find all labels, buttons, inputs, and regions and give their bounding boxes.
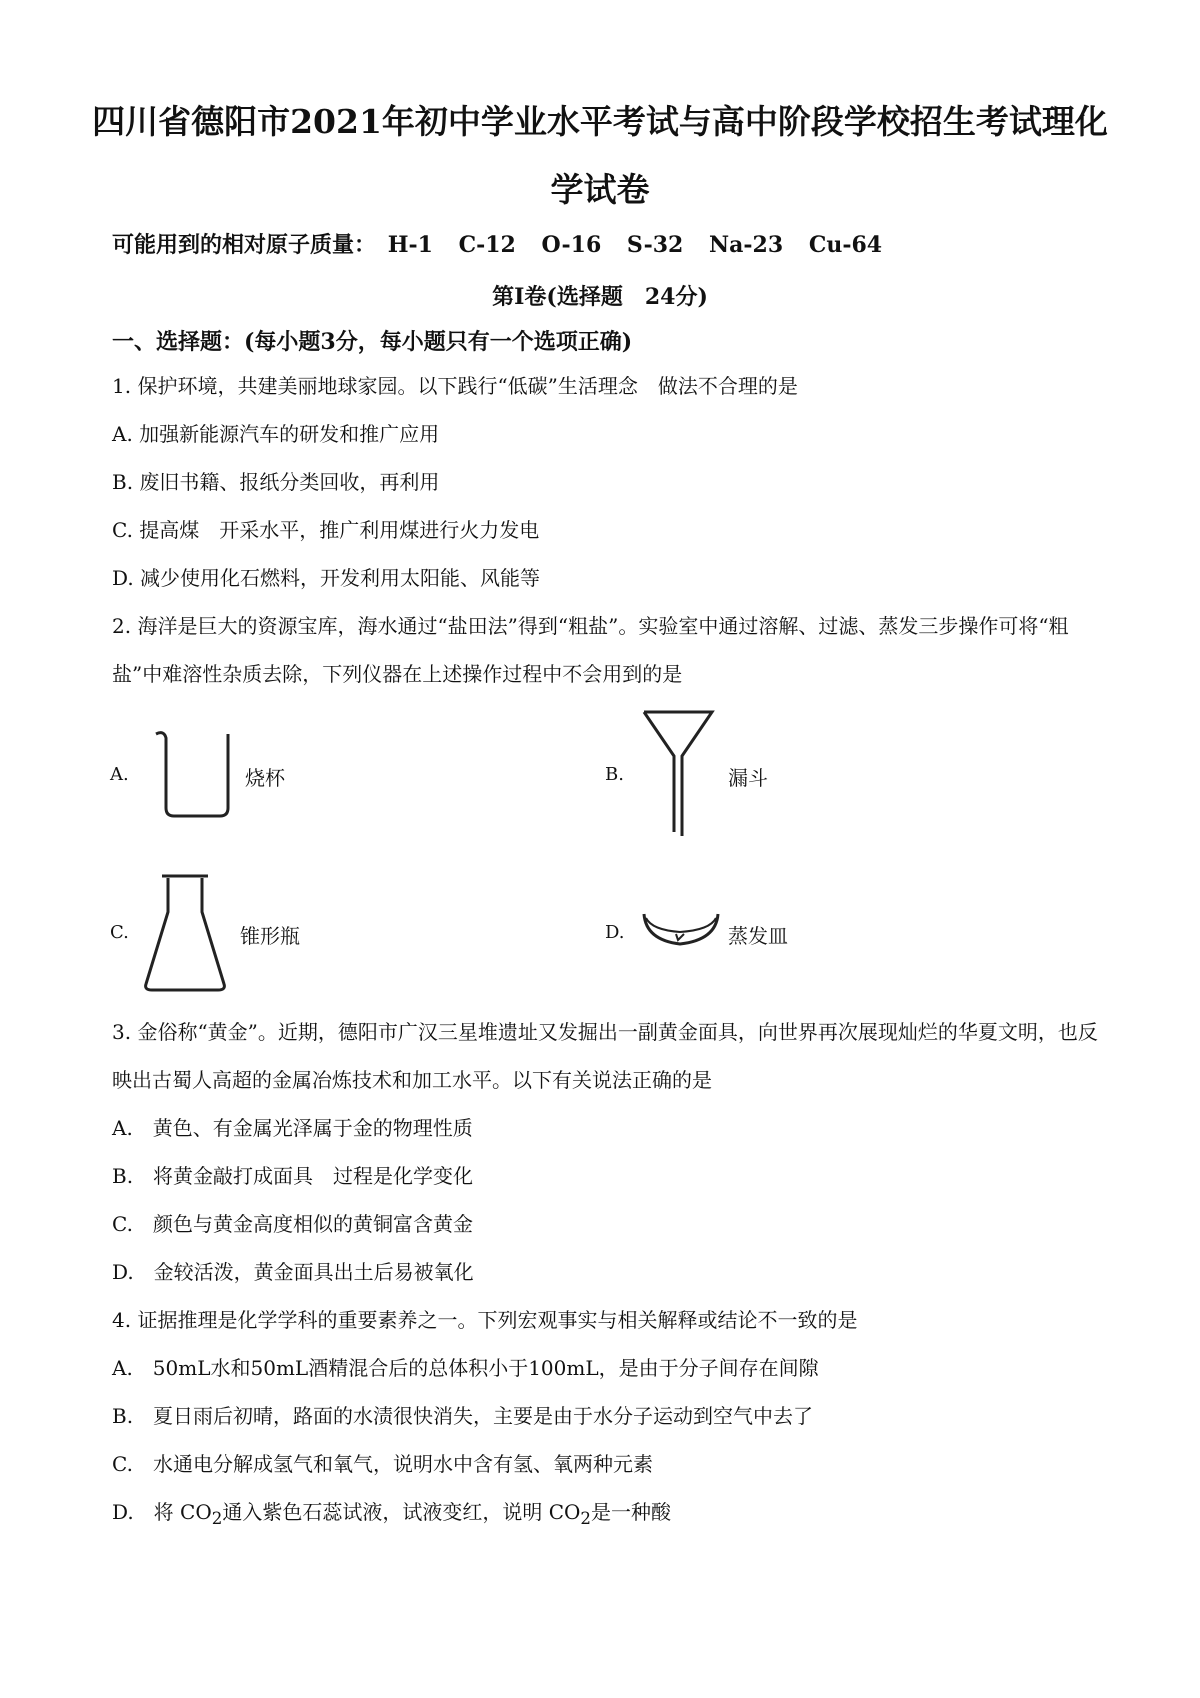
q2-option-d-label: D. (605, 922, 625, 943)
evaporating-dish-icon (640, 906, 722, 950)
q2-option-b-label: B. (605, 764, 624, 785)
q2-option-a-label: A. (110, 764, 129, 785)
q4-option-b: B. 夏日雨后初晴，路面的水渍很快消失，主要是由于水分子运动到空气中去了 (112, 1404, 814, 1428)
q4-option-d (112, 1498, 671, 1533)
q2-option-b-name: 漏斗 (728, 766, 768, 790)
atomic-mass-s: S-32 (626, 232, 684, 258)
atomic-masses (112, 228, 900, 259)
q3-option-c: C. 颜色与黄金高度相似的黄铜富含黄金 (112, 1212, 473, 1236)
section-title: 第Ⅰ卷(选择题 24分) (492, 284, 708, 310)
q1-option-c: C. 提高煤 开采水平，推广利用煤进行火力发电 (112, 518, 540, 542)
atomic-mass-h: H-1 (387, 232, 433, 258)
q3-option-b: B. 将黄金敲打成面具 过程是化学变化 (112, 1164, 474, 1188)
q2-option-d-name: 蒸发皿 (728, 924, 788, 948)
q2-option-c-name: 锥形瓶 (240, 924, 300, 948)
q4-option-a: A. 50mL水和50mL酒精混合后的总体积小于100mL，是由于分子间存在间隙 (112, 1356, 819, 1380)
q1-stem: 1. 保护环境，共建美丽地球家园。以下践行“低碳”生活理念 做法不合理的是 (112, 374, 798, 398)
q4-option-d-sub2: 2 (580, 1509, 592, 1528)
q1-option-a: A. 加强新能源汽车的研发和推广应用 (112, 422, 440, 446)
q4-option-d-mid: 通入紫色石蕊试液，试液变红，说明 CO (222, 1500, 581, 1524)
q2-option-c-label: C. (110, 922, 129, 943)
atomic-mass-na: Na-23 (709, 232, 784, 258)
atomic-mass-o: O-16 (541, 232, 602, 258)
exam-title-line2: 学试卷 (550, 170, 650, 209)
part-title: 一、选择题：(每小题3分，每小题只有一个选项正确) (112, 329, 633, 355)
q3-option-d: D. 金较活泼，黄金面具出土后易被氧化 (112, 1260, 474, 1284)
conical-flask-icon (140, 872, 230, 994)
q4-option-d-post: 是一种酸 (591, 1500, 672, 1524)
atomic-masses-label: 可能用到的相对原子质量： (112, 232, 377, 258)
q1-option-b: B. 废旧书籍、报纸分类回收，再利用 (112, 470, 440, 494)
q1-option-d: D. 减少使用化石燃料，开发利用太阳能、风能等 (112, 566, 541, 590)
q2-stem: 2. 海洋是巨大的资源宝库，海水通过“盐田法”得到“粗盐”。实验室中通过溶解、过滤、蒸发三步操作可将“粗盐”中难溶性杂质去除，下列仪器在上述操作过程中不会用到的是 (112, 614, 1069, 686)
beaker-icon (150, 728, 240, 820)
atomic-mass-c: C-12 (458, 232, 516, 258)
q4-option-d-pre: D. 将 CO (112, 1500, 212, 1524)
q2-option-a-name: 烧杯 (245, 766, 285, 790)
q4-option-d-sub1: 2 (211, 1509, 223, 1528)
q3-stem: 3. 金俗称“黄金”。近期，德阳市广汉三星堆遗址又发掘出一副黄金面具，向世界再次展现灿烂的华夏文明，也反映出古蜀人高超的金属冶炼技术和加工水平。以下有关说法正确的是 (112, 1020, 1098, 1092)
q4-stem: 4. 证据推理是化学学科的重要素养之一。下列宏观事实与相关解释或结论不一致的是 (112, 1308, 858, 1332)
funnel-icon (640, 708, 716, 840)
atomic-mass-cu: Cu-64 (808, 232, 883, 258)
q4-option-c: C. 水通电分解成氢气和氧气，说明水中含有氢、氧两种元素 (112, 1452, 653, 1476)
q3-option-a: A. 黄色、有金属光泽属于金的物理性质 (112, 1116, 473, 1140)
exam-title-line1: 四川省德阳市2021年初中学业水平考试与高中阶段学校招生考试理化 (92, 102, 1108, 141)
